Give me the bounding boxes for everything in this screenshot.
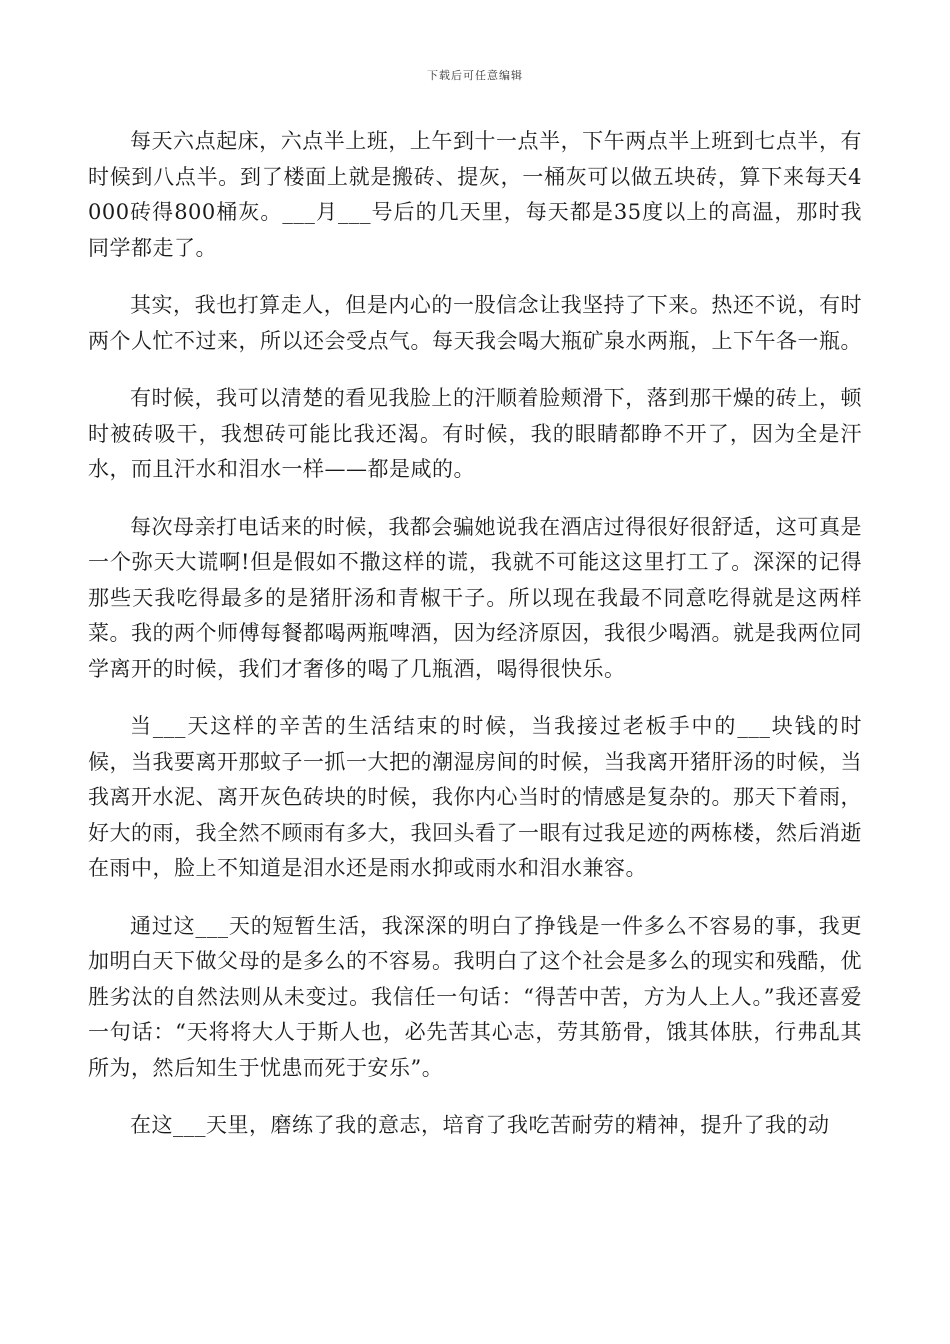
paragraph-work-schedule: 每天六点起床，六点半上班，上午到十一点半，下午两点半上班到七点半，有时候到八点半。到了楼面上就是搬砖、提灰，一桶灰可以做五块砖，算下来每天4000砖得800桶灰。___月___号后的几天里，每天都是35度以上的高温，那时我同学都走了。: [88, 129, 862, 260]
document-body: [88, 124, 862, 1166]
paragraph-sweat: 有时候，我可以清楚的看见我脸上的汗顺着脸颊滑下，落到那干燥的砖上，顿时被砖吸干，我想砖可能比我还渴。有时候，我的眼睛都睁不开了，因为全是汗水，而且汗水和泪水一样——都是咸的。: [88, 386, 862, 481]
page-header: 下载后可任意编辑: [427, 69, 523, 82]
paragraph-conclusion: 在这___天里，磨练了我的意志，培育了我吃苦耐劳的精神，提升了我的动: [130, 1113, 830, 1137]
paragraph-reflection: 通过这___天的短暂生活，我深深的明白了挣钱是一件多么不容易的事，我更加明白天下做父母的是多么的不容易。我明白了这个社会是多么的现实和残酷，优胜劣汰的自然法则从未变过。我信任一句话：“得苦中苦，方为人上人。”我还喜爱一句话：“天将将大人于斯人也，必先苦其心志，劳其筋骨，饿其体肤，行弗乱其所为，然后知生于忧患而死于安乐”。: [88, 913, 862, 1080]
paragraph-leaving: 当___天这样的辛苦的生活结束的时候，当我接过老板手中的___块钱的时候，当我要离开那蚊子一抓一大把的潮湿房间的时候，当我离开猪肝汤的时候，当我离开水泥、离开灰色砖块的时候，我你内心当时的情感是复杂的。那天下着雨，好大的雨，我全然不顾雨有多大，我回头看了一眼有过我足迹的两栋楼，然后消逝在雨中，脸上不知道是泪水还是雨水抑或雨水和泪水兼容。: [88, 714, 862, 880]
paragraph-perseverance: 其实，我也打算走人，但是内心的一股信念让我坚持了下来。热还不说，有时两个人忙不过来，所以还会受点气。每天我会喝大瓶矿泉水两瓶，上下午各一瓶。: [88, 293, 862, 353]
paragraph-mother-call: 每次母亲打电话来的时候，我都会骗她说我在酒店过得很好很舒适，这可真是一个弥天大谎啊!但是假如不撒这样的谎，我就不可能这这里打工了。深深的记得那些天我吃得最多的是猪肝汤和青椒干子。所以现在我最不同意吃得就是这两样菜。我的两个师傅每餐都喝两瓶啤酒，因为经济原因，我很少喝酒。就是我两位同学离开的时候，我们才奢侈的喝了几瓶酒，喝得很快乐。: [88, 514, 862, 681]
